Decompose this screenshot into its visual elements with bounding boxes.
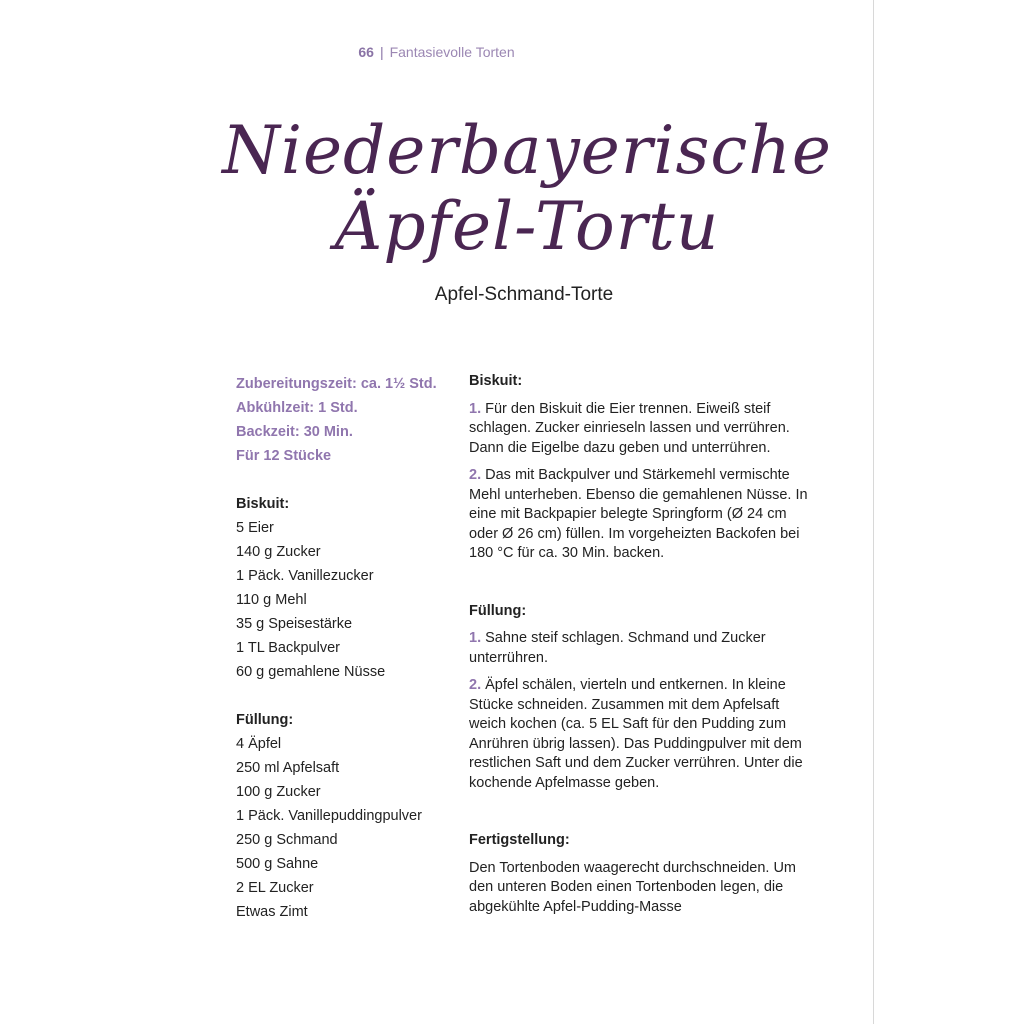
method-fuellung-heading: Füllung: bbox=[469, 602, 527, 619]
step-text: Für den Biskuit die Eier trennen. Eiweiß steif schlagen. Zucker einrieseln lassen und verrühren. Dann die Eigelbe dazu geben und unterrühren. bbox=[469, 400, 790, 456]
method-column bbox=[469, 372, 814, 917]
step-number: 1. bbox=[469, 630, 482, 646]
recipe-title-line1: Niederbayerische bbox=[222, 112, 832, 189]
cooling-time: Abkühlzeit: 1 Std. bbox=[236, 400, 358, 416]
page-number: 66 bbox=[358, 44, 374, 60]
ingredient-item: 35 g Speisestärke bbox=[236, 616, 353, 632]
step-text: Äpfel schälen, vierteln und entkernen. In kleine Stücke schneiden. Zusammen mit dem Apfelsaft weich kochen (ca. 5 EL Saft für den Pudding zum Anrühren übrig lassen). Das Puddingpulver mit dem restlichen Saft und dem Zucker verrühren. Unter die kochende Apfelmasse geben. bbox=[469, 677, 803, 791]
method-step bbox=[469, 629, 814, 668]
servings: Für 12 Stücke bbox=[236, 448, 332, 464]
method-step bbox=[469, 466, 814, 564]
ingredient-item: 140 g Zucker bbox=[236, 544, 321, 560]
recipe-title-line2: Äpfel-Tortu bbox=[334, 188, 720, 265]
recipe-subtitle: Apfel-Schmand-Torte bbox=[434, 284, 614, 305]
method-step bbox=[469, 400, 814, 459]
header-separator: | bbox=[379, 44, 384, 60]
method-biskuit-heading: Biskuit: bbox=[469, 373, 523, 389]
step-text: Das mit Backpulver und Stärkemehl vermischte Mehl unterheben. Ebenso die gemahlenen Nüsse. In eine mit Backpapier belegte Springform (Ø 24 cm oder Ø 26 cm) füllen. Im vorgeheizten Backofen bei 180 °C für ca. 30 Min. backen. bbox=[469, 467, 808, 561]
ingredient-item: 250 ml Apfelsaft bbox=[236, 760, 340, 776]
ingredient-item: 5 Eier bbox=[236, 520, 274, 536]
ingredient-item: 2 EL Zucker bbox=[236, 880, 314, 896]
chapter-title: Fantasievolle Torten bbox=[389, 44, 515, 60]
step-number: 2. bbox=[469, 467, 482, 483]
step-number: 2. bbox=[469, 677, 482, 693]
method-fertig-text: Den Tortenboden waagerecht durchschneiden. Um den unteren Boden einen Tortenboden legen, die abgekühlte Apfel-Pudding-Masse bbox=[469, 859, 796, 915]
ingredient-item: 60 g gemahlene Nüsse bbox=[236, 664, 386, 680]
ingredient-item: 250 g Schmand bbox=[236, 832, 338, 848]
step-number: 1. bbox=[469, 400, 482, 417]
recipe-meta bbox=[236, 372, 456, 468]
ingredients-biskuit-heading: Biskuit: bbox=[236, 496, 290, 512]
ingredient-item: 110 g Mehl bbox=[236, 592, 307, 608]
running-header bbox=[0, 44, 873, 60]
ingredient-item: 4 Äpfel bbox=[236, 736, 282, 752]
ingredient-item: 1 Päck. Vanillepuddingpulver bbox=[236, 808, 422, 824]
ingredient-item: 500 g Sahne bbox=[236, 856, 319, 872]
baking-time: Backzeit: 30 Min. bbox=[236, 424, 353, 440]
ingredients-fuellung-heading: Füllung: bbox=[236, 712, 294, 728]
prep-time: Zubereitungszeit: ca. 1½ Std. bbox=[236, 376, 437, 392]
method-step bbox=[469, 676, 814, 793]
ingredients-biskuit-list bbox=[236, 516, 456, 684]
method-fertig-heading: Fertigstellung: bbox=[469, 832, 570, 848]
ingredient-item: 1 TL Backpulver bbox=[236, 640, 340, 656]
ingredient-item: 1 Päck. Vanillezucker bbox=[236, 568, 374, 584]
ingredient-item: Etwas Zimt bbox=[236, 904, 308, 920]
ingredient-item: 100 g Zucker bbox=[236, 784, 321, 800]
ingredients-fuellung-list bbox=[236, 732, 456, 924]
ingredients-column bbox=[236, 372, 456, 924]
step-text: Sahne steif schlagen. Schmand und Zucker unterrühren. bbox=[469, 630, 766, 666]
